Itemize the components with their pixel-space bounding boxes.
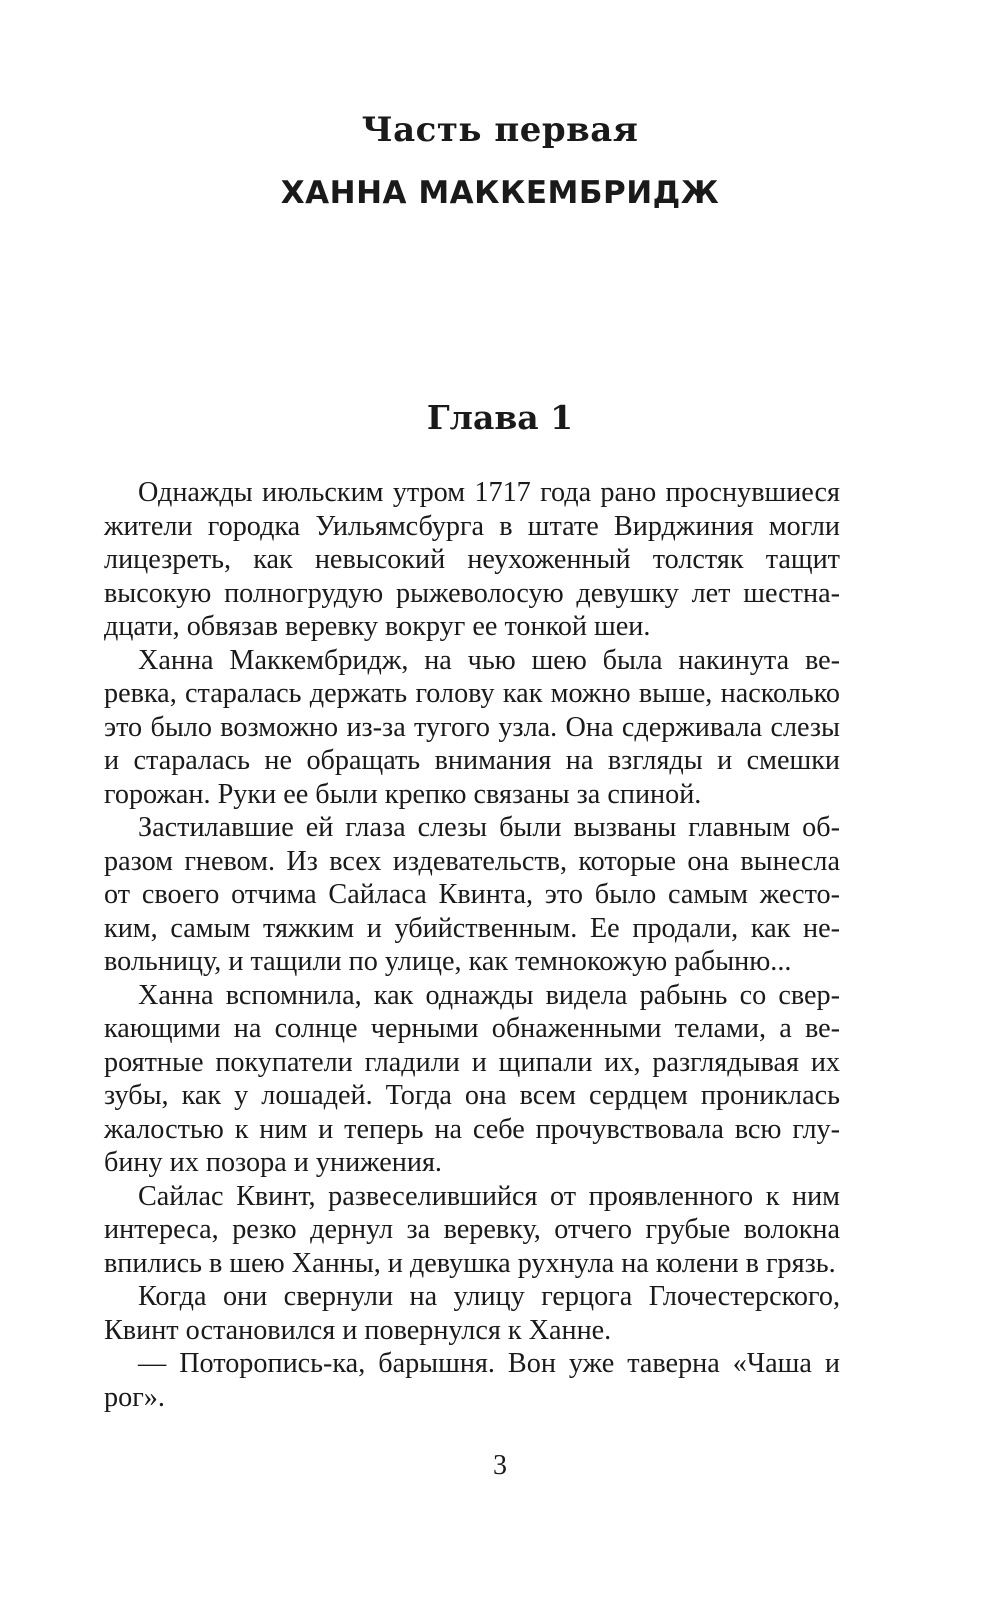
chapter-title: Глава 1 — [426, 398, 574, 437]
paragraph: Ханна Маккембридж, на чью шею была накинута веревка, старалась держать голову как можно выше, насколько это было возможно из-за тугого узла. Она сдерживала слезы и старалась не обращать внимания на взгляды и смешки горожан. Руки ее были крепко связаны за спиной. — [104, 644, 840, 810]
paragraph: Ханна вспомнила, как однажды видела рабынь со сверкающими на солнце черными обнаженными телами, а вероятные покупатели гладили и щипали их, разглядывая их зубы, как у лошадей. Тогда она всем сердцем прониклась жалостью к ним и теперь на себе прочувствовала всю глубину их позора и унижения. — [104, 979, 840, 1178]
page-number: 3 — [493, 1450, 507, 1481]
chapter-body — [104, 476, 840, 1414]
paragraph: Однажды июльским утром 1717 года рано проснувшиеся жители городка Уильямсбурга в штате Вирджиния могли лицезреть, как невысокий неухоженный толстяк тащит высокую полногрудую рыжеволосую девушку лет шестнадцати, обвязав веревку вокруг ее тонкой шеи. — [104, 477, 840, 642]
paragraph: Когда они свернули на улицу герцога Глочестерского, Квинт остановился и повернулся к Ханне. — [104, 1281, 840, 1346]
paragraph: — Поторопись-ка, барышня. Вон уже таверна «Чаша и рог». — [104, 1348, 840, 1413]
part-label: Часть первая — [361, 110, 639, 150]
paragraph: Застилавшие ей глаза слезы были вызваны главным образом гневом. Из всех издевательств, которые она вынесла от своего отчима Сайласа Квинта, это было самым жестоким, самым тяжким и убийственным. Ее продали, как невольницу, и тащили по улице, как темнокожую рабыню... — [104, 812, 840, 977]
paragraph: Сайлас Квинт, развеселившийся от проявленного к ним интереса, резко дернул за веревку, отчего грубые волокна впились в шею Ханны, и девушка рухнула на колени в грязь. — [104, 1180, 840, 1279]
part-title: ХАННА МАККЕМБРИДЖ — [280, 175, 720, 211]
